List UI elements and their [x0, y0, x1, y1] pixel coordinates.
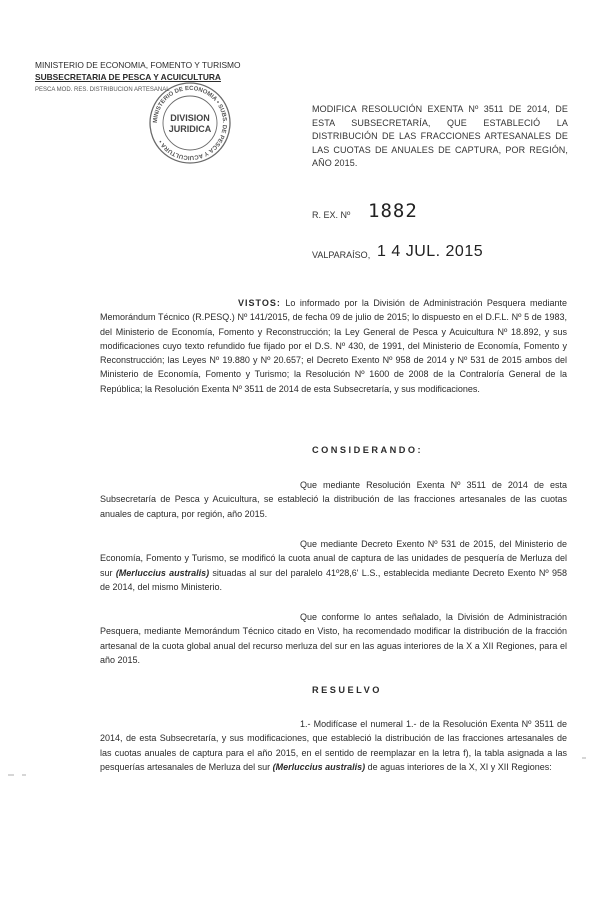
resolution-number: 1882 — [368, 200, 418, 222]
resolution-number-label: R. EX. Nº — [312, 210, 351, 220]
subsecretaria-name: SUBSECRETARIA DE PESCA Y ACUICULTURA — [35, 72, 221, 82]
species-name: (Merluccius australis) — [115, 567, 210, 578]
ministry-name: MINISTERIO DE ECONOMIA, FOMENTO Y TURISMO — [35, 60, 241, 70]
species-name-2: (Merluccius australis) — [272, 761, 366, 772]
resolution-date: 1 4 JUL. 2015 — [377, 243, 484, 260]
stamp-ring-text: MINISTERIO DE ECONOMIA • SUBS. DE PESCA Y ACUICULTURA • — [152, 85, 228, 161]
stamp-line-1: DIVISION — [170, 113, 210, 123]
resuelvo-p1-text-end: de aguas interiores de la X, XI y XII Regiones: — [365, 761, 552, 772]
considerando-p2-text: Que mediante Decreto Exento Nº 531 de 2015, del Ministerio de Economía, Fomento y Turismo, se modificó la cuota anual de captura de las unidades de pesquería de Merluza del sur — [100, 539, 567, 578]
vistos-text: Lo informado por la División de Administración Pesquera mediante Memorándum Técnico (R.PESQ.) Nº 141/2015, de fecha 09 de julio de 2015; lo dispuesto en el D.F.L. Nº 5 de 1983, del Ministerio de Economía, Fomento y Reconstrucción; la Ley General de Pesca y Acuicultura Nº 18.892, y sus modificaciones cuyo texto refundido fue fijado por el D.S. Nº 430, de 1991, del Ministerio de Economía, Fomento y Reconstrucción; las Leyes Nº 19.880 y Nº 20.657; el Decreto Exento Nº 958 de 2014 y Nº 531 de 2015 ambos del Ministerio de Economía, Fomento y Turismo; la Resolución Nº 1600 de 2008 de la Contraloría General de la República; la Resolución Exenta Nº 3511 de 2014 de esta Subsecretaría, y sus modificaciones. — [100, 298, 567, 394]
considerando-paragraph-1: Que mediante Resolución Exenta Nº 3511 de 2014 de esta Subsecretaría de Pesca y Acuicultura, se estableció la distribución de las fracciones artesanales de las cuotas anuales de captura, por región, año 2015. — [100, 480, 567, 519]
considerando-paragraph-3: Que conforme lo antes señalado, la División de Administración Pesquera, mediante Memorándum Técnico citado en Visto, ha recomendado modificar la distribución de la fracción artesanal de la cuota global anual del recurso merluza del sur en las aguas interiores de la X a XII Regiones, para el año 2015. — [100, 612, 567, 665]
resuelvo-heading: RESUELVO — [312, 685, 382, 695]
considerando-heading: CONSIDERANDO: — [312, 445, 424, 455]
stamp-line-2: JURIDICA — [168, 124, 212, 134]
vistos-label: VISTOS: — [238, 298, 281, 308]
resolution-city: VALPARAÍSO, — [312, 250, 371, 260]
resolution-subject: MODIFICA RESOLUCIÓN EXENTA Nº 3511 DE 2014, DE ESTA SUBSECRETARÍA, QUE ESTABLECIÓ LA DISTRIBUCIÓN DE LAS FRACCIONES ARTESANALES DE LAS CUOTAS DE ANUALES DE CAPTURA, POR REGIÓN, AÑO 2015. — [312, 104, 568, 169]
reference-line: PESCA MOD. RES. DISTRIBUCION ARTESANAL — [35, 87, 170, 93]
considerando-p2-text-end: situadas al sur del paralelo 41º28,6' L.S., establecida mediante Decreto Exento Nº 958 de 2014, del mismo Ministerio. — [100, 567, 567, 592]
resuelvo-p1-text: 1.- Modifícase el numeral 1.- de la Resolución Exenta Nº 3511 de 2014, de esta Subsecretaría, y sus modificaciones, que estableció la distribución de las fracciones artesanales de las cuotas anuales de captura para el año 2015, en el sentido de reemplazar en la letra f), la tabla asignada a las pesquerías artesanales de Merluza del sur — [100, 719, 567, 772]
